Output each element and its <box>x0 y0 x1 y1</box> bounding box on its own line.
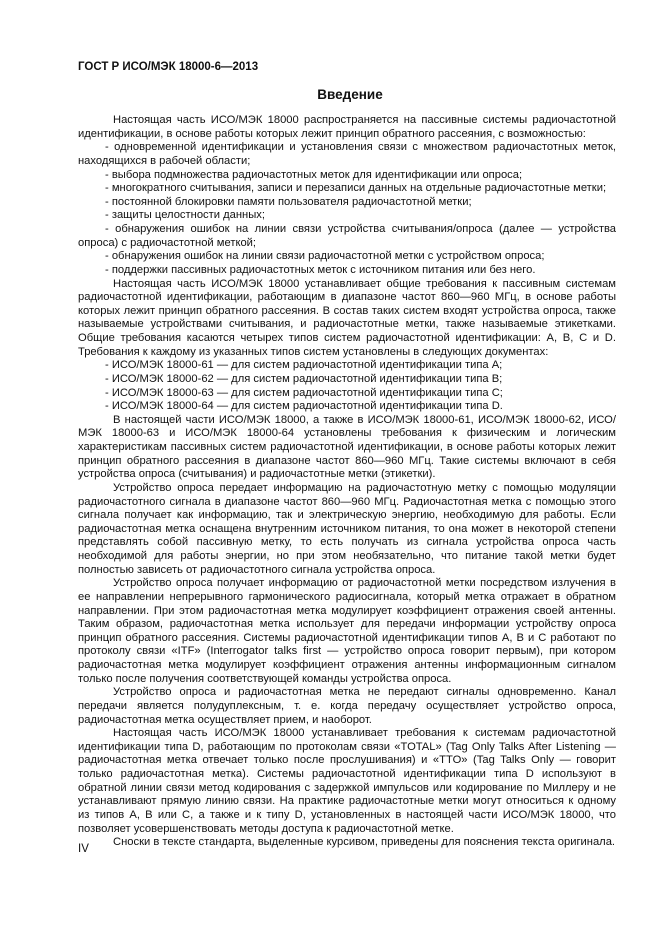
list-item: - ИСО/МЭК 18000-62 — для систем радиочастотной идентификации типа B; <box>105 372 503 385</box>
page-number: IV <box>78 843 89 855</box>
paragraph-scope: Настоящая часть ИСО/МЭК 18000 распространяется на пассивные системы радиочастотной идентификации, в основе работы которых лежит принцип обратного рассеяния, с возможностью: <box>78 114 616 140</box>
list-item: - выбора подмножества радиочастотных меток для идентификации или опроса; <box>105 168 523 181</box>
paragraph-footnotes: Сноски в тексте стандарта, выделенные курсивом, приведены для пояснения текста оригинала. <box>113 836 616 849</box>
list-item: - ИСО/МЭК 18000-61 — для систем радиочастотной идентификации типа A; <box>105 359 503 372</box>
section-title: Введение <box>317 87 383 102</box>
paragraph-half-duplex: Устройство опроса и радиочастотная метка не передают сигналы одновременно. Канал передачи является полудуплексным, т. е. когда передачу осуществляет устройство опроса, радиочастотная метка осуществляет прием, и наоборот. <box>78 686 616 726</box>
document-page <box>78 60 616 850</box>
list-item: - одновременной идентификации и установления связи с множеством радиочастотных меток, находящихся в рабочей области; <box>78 141 616 167</box>
paragraph-backscatter: Устройство опроса получает информацию от радиочастотной метки посредством излучения в ее направлении непрерывного гармонического радиосигнала, который метка отражает в обратном направлении. При этом радиочастотная метка модулирует коэффициент отражения своей антенны. Таким образом, радиочастотная метка использует для передачи информации устройству опроса принцип обратного рассеяния. Системы радиочастотной идентификации типов A, B и C работают по протоколу связи «ITF» (Interrogator talks first — устройство опроса говорит первым), при котором радиочастотная метка модулирует коэффициент отражения антенны информационным сигналом только после получения соответствующей команды устройства опроса. <box>78 577 616 685</box>
paragraph-characteristics: В настоящей части ИСО/МЭК 18000, а также в ИСО/МЭК 18000-61, ИСО/МЭК 18000-62, ИСО/МЭК 18000-63 и ИСО/МЭК 18000-64 установлены требования к физическим и логическим характеристикам пассивных систем радиочастотной идентификации, в основе работы которых лежит принцип обратного рассеяния в диапазоне частот 860—960 МГц. Такие системы включают в себя устройства опроса (считывания) и радиочастотные метки (этикетки). <box>78 413 616 481</box>
paragraph-interrogator-transmit: Устройство опроса передает информацию на радиочастотную метку с помощью модуляции радиочастотного сигнала в диапазоне частот 860—960 МГц. Радиочастотная метка с помощью этого сигнала получает как информацию, так и электрическую энергию, необходимую для работы. Если радиочастотная метка оснащена внутренним источником питания, то она может в некоторой степени представлять собой пассивную метку, то есть получать из сигнала устройства опроса часть необходимой для работы энергии, но при этом необязательно, что питание такой метки будет полностью зависеть от радиочастотного сигнала устройства опроса. <box>78 481 616 576</box>
list-item: - обнаружения ошибок на линии связи устройства считывания/опроса (далее — устройства опроса) с радиочастотной меткой; <box>78 223 616 249</box>
list-item: - обнаружения ошибок на линии связи радиочастотной метки с устройством опроса; <box>105 250 545 263</box>
list-item: - ИСО/МЭК 18000-63 — для систем радиочастотной идентификации типа C; <box>105 386 503 399</box>
list-item: - поддержки пассивных радиочастотных меток с источником питания или без него. <box>105 263 536 276</box>
document-header: ГОСТ Р ИСО/МЭК 18000-6—2013 <box>78 61 259 73</box>
paragraph-type-d: Настоящая часть ИСО/МЭК 18000 устанавливает требования к системам радиочастотной идентификации типа D, работающим по протоколам связи «TOTAL» (Tag Only Talks After Listening — радиочастотная метка отвечает только после прослушивания) и «TTO» (Tag Talks Only — говорит только радиочастотная метка). Системы радиочастотной идентификации типа D используют в обратной линии связи метод кодирования с задержкой импульсов или кодирование по Миллеру и не устанавливают прямую линию связи. На практике радиочастотные метки могут относиться к одному из типов A, B или C, а также и к типу D, установленных в настоящей части ИСО/МЭК 18000, что позволяет усовершенствовать методы доступа к радиочастотной метке. <box>78 727 616 835</box>
list-item: - ИСО/МЭК 18000-64 — для систем радиочастотной идентификации типа D. <box>105 400 503 413</box>
paragraph-general-requirements: Настоящая часть ИСО/МЭК 18000 устанавливает общие требования к пассивным системам радиочастотной идентификации, работающим в диапазоне частот 860—960 МГц, в основе работы которых лежит принцип обратного рассеяния. В состав таких систем входят устройства опроса, также называемые устройствами считывания, и радиочастотные метки, также называемые этикетками. Общие требования касаются четырех типов систем радиочастотной идентификации: A, B, C и D. Требования к каждому из указанных типов систем установлены в следующих документах: <box>78 277 616 358</box>
list-item: - защиты целостности данных; <box>105 209 265 222</box>
document-body <box>78 114 616 850</box>
list-item: - многократного считывания, записи и перезаписи данных на отдельные радиочастотные метки; <box>105 182 607 195</box>
list-item: - постоянной блокировки памяти пользователя радиочастотной метки; <box>105 195 472 208</box>
